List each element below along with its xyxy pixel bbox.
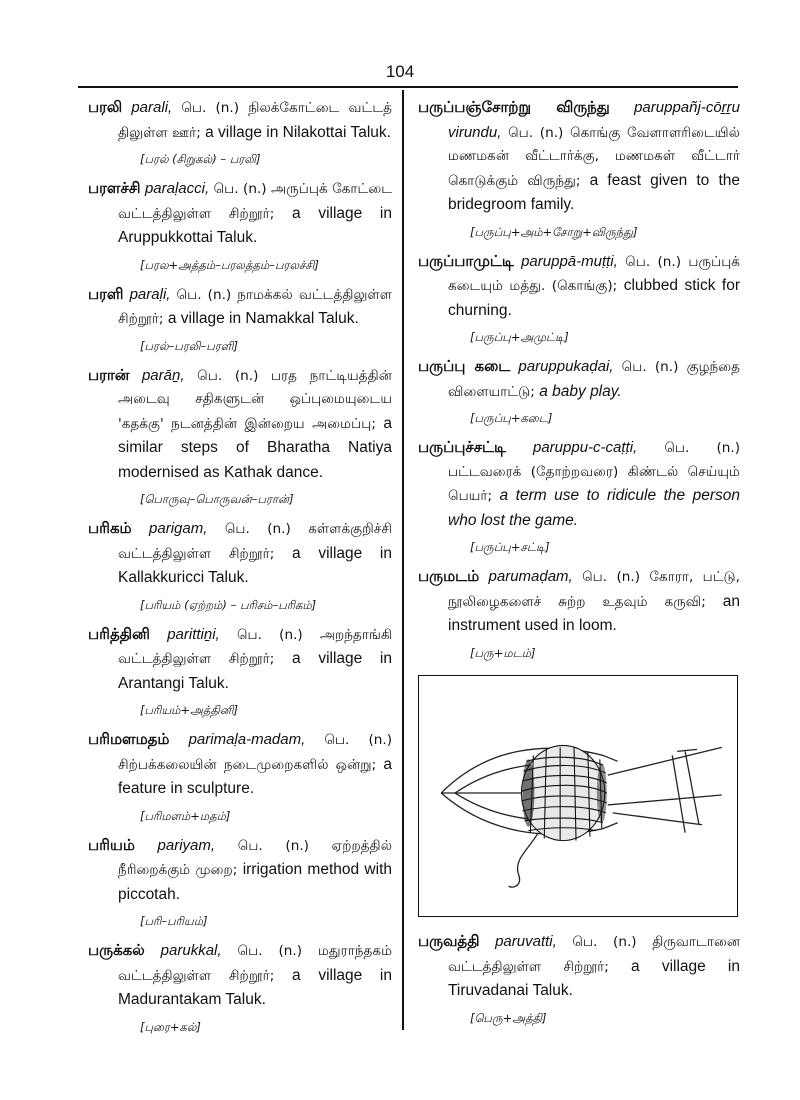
english-definition: a similar steps of Bharatha Natiya modernised as Kathak dance. bbox=[118, 414, 392, 481]
tamil-definition: மதுராந்தகம் வட்டத்திலுள்ள சிற்றூர்; bbox=[118, 943, 393, 984]
english-definition: a feature in sculpture. bbox=[118, 755, 392, 797]
transliteration: parimaḷa-madam, bbox=[188, 731, 306, 748]
part-of-speech: பெ. (n.) bbox=[621, 359, 679, 375]
english-definition: irrigation method with piccotah. bbox=[118, 861, 392, 903]
part-of-speech: பெ. (n.) bbox=[664, 440, 740, 456]
headword: பருமடம் bbox=[418, 567, 480, 585]
tamil-definition: பட்டவரைக் (தோற்றவரை) கிண்டல் செய்யும் பெயர்; bbox=[448, 463, 740, 504]
english-definition: a village in Arantangi Taluk. bbox=[118, 650, 392, 692]
dictionary-entry bbox=[88, 364, 392, 510]
loom-drawing bbox=[419, 676, 737, 916]
etymology: [புரை+கல்] bbox=[140, 1019, 201, 1034]
tamil-definition: பரத நாட்டியத்தின் அடைவு சதிகளுடன் ஒப்புமையுடைய 'கதக்கு' நடனத்தின் இன்றைய அமைப்பு; bbox=[118, 367, 392, 432]
english-definition: an instrument used in loom. bbox=[448, 592, 740, 634]
dictionary-entry bbox=[88, 939, 392, 1037]
frame-top-bar bbox=[677, 749, 697, 751]
english-definition: a baby play. bbox=[539, 382, 622, 400]
headword: பரிமளமதம் bbox=[88, 730, 170, 748]
english-definition: a village in Madurantakam Taluk. bbox=[118, 966, 392, 1008]
headword: பரிகம் bbox=[88, 519, 132, 537]
page-number: 104 bbox=[385, 62, 415, 81]
loom-instrument-illustration bbox=[418, 675, 738, 917]
frame-post-right bbox=[685, 751, 699, 824]
dictionary-entry bbox=[88, 177, 392, 275]
headword: பருப்பஞ்சோற்று விருந்து bbox=[418, 98, 610, 116]
part-of-speech: பெ. (n.) bbox=[213, 181, 267, 197]
part-of-speech: பெ. (n.) bbox=[224, 521, 291, 537]
tamil-definition: கொங்கு வேளாளரிடையில் மணமகன் வீட்டார்க்கு, மணமகள் வீட்டார் கொடுக்கும் விருந்து; bbox=[448, 124, 741, 189]
rod-upper bbox=[608, 747, 722, 775]
transliteration: paruvatti, bbox=[495, 933, 557, 950]
transliteration: parāṉ, bbox=[141, 366, 185, 384]
left-column bbox=[88, 96, 392, 1045]
loose-thread bbox=[509, 833, 539, 887]
english-definition: a village in Tiruvadanai Taluk. bbox=[448, 957, 740, 999]
part-of-speech: பெ. (n.) bbox=[572, 934, 637, 950]
headword: பரித்தினி bbox=[88, 624, 150, 643]
part-of-speech: பெ. (n.) bbox=[237, 837, 309, 854]
transliteration: parali, bbox=[131, 99, 173, 116]
etymology: [பருப்பு+அமுட்டி] bbox=[470, 330, 569, 344]
headword: பருவத்தி bbox=[418, 932, 480, 950]
rod-middle bbox=[608, 795, 722, 805]
rod-lower bbox=[613, 813, 702, 825]
etymology: [பரல் (சிறுகல்) – பரலி] bbox=[140, 152, 261, 166]
headword: பரளச்சி bbox=[88, 179, 141, 197]
headword: பரியம் bbox=[88, 835, 135, 854]
dictionary-entry bbox=[418, 436, 740, 557]
dictionary-entry bbox=[418, 565, 740, 663]
dictionary-entry bbox=[88, 96, 392, 169]
part-of-speech: பெ. (n.) bbox=[582, 569, 641, 585]
dictionary-entry bbox=[88, 517, 392, 615]
right-column bbox=[418, 96, 740, 671]
etymology: [பரியம் (ஏற்றம்) – பரிசம்–பரிகம்] bbox=[140, 597, 317, 612]
headword: பருக்கல் bbox=[88, 941, 145, 959]
dictionary-entry bbox=[418, 930, 740, 1028]
headword: பரலி bbox=[88, 98, 123, 116]
tamil-definition: அறந்தாங்கி வட்டத்திலுள்ள சிற்றூர்; bbox=[118, 626, 393, 667]
headword: பரளி bbox=[88, 284, 124, 303]
part-of-speech: பெ. (n.) bbox=[236, 626, 303, 643]
etymology: [பரல்–பரலி–பரளி] bbox=[140, 338, 238, 353]
transliteration: parukkal, bbox=[160, 942, 222, 959]
etymology: [பரி–பரியம்] bbox=[140, 914, 208, 928]
transliteration: paruppu-c-caṭṭi, bbox=[533, 439, 638, 456]
dictionary-entry bbox=[418, 96, 740, 242]
header-rule bbox=[78, 86, 738, 88]
etymology: [பரல+அத்தம்–பரலத்தம்–பரலச்சி] bbox=[140, 257, 319, 272]
etymology: [பரியம்+அத்தினி] bbox=[140, 703, 239, 717]
tamil-definition: திருவாடானை வட்டத்திலுள்ள சிற்றூர்; bbox=[448, 934, 741, 975]
etymology: [பரு+மடம்] bbox=[470, 645, 536, 660]
english-definition: a term use to ridicule the person who lost the game. bbox=[448, 487, 740, 529]
column-divider bbox=[402, 90, 404, 1030]
dictionary-entry bbox=[88, 728, 392, 826]
right-column-bottom bbox=[418, 930, 740, 1036]
tamil-definition: நிலக்கோட்டை வட்டத் திலுள்ள ஊர்; bbox=[118, 100, 393, 141]
tamil-definition: கள்ளக்குறிச்சி வட்டத்திலுள்ள சிற்றூர்; bbox=[118, 521, 393, 562]
part-of-speech: பெ. (n.) bbox=[324, 732, 392, 748]
headword: பரான் bbox=[88, 365, 130, 384]
tamil-definition: பருப்புக் கடையும் மத்து. (கொங்கு); bbox=[448, 253, 740, 294]
part-of-speech: பெ. (n.) bbox=[508, 124, 564, 141]
etymology: [பருப்பு+சட்டி] bbox=[470, 540, 550, 554]
headword: பருப்பு கடை bbox=[418, 357, 511, 375]
part-of-speech: பெ. (n.) bbox=[181, 100, 240, 116]
dictionary-entry bbox=[88, 834, 392, 932]
etymology: [பரிமளம்+மதம்] bbox=[140, 808, 231, 823]
transliteration: paruppā-muṭṭi, bbox=[521, 252, 618, 270]
part-of-speech: பெ. (n.) bbox=[237, 943, 302, 959]
dictionary-entry bbox=[418, 355, 740, 428]
part-of-speech: பெ. (n.) bbox=[625, 253, 682, 270]
dictionary-entry bbox=[418, 250, 740, 348]
english-definition: a feast given to the bridegroom family. bbox=[448, 171, 740, 213]
tamil-definition: அருப்புக் கோட்டை வட்டத்திலுள்ள சிற்றூர்; bbox=[118, 181, 393, 222]
english-definition: a village in Kallakkuricci Taluk. bbox=[118, 544, 392, 586]
dictionary-entry bbox=[88, 623, 392, 721]
transliteration: paraḷacci, bbox=[144, 180, 210, 197]
tamil-definition: நாமக்கல் வட்டத்திலுள்ள சிற்றூர்; bbox=[118, 286, 392, 327]
part-of-speech: பெ. (n.) bbox=[176, 286, 232, 303]
transliteration: parittiṉi, bbox=[167, 625, 220, 643]
etymology: [பொருவு–பொருவன்–பரான்] bbox=[140, 492, 294, 506]
etymology: [பெரு+அத்தி] bbox=[470, 1010, 547, 1025]
tamil-definition: கோரா, பட்டு, நூலிழைகளைச் சுற்ற உதவும் கருவி; bbox=[448, 569, 741, 610]
transliteration: pariyam, bbox=[157, 836, 216, 854]
transliteration: paraḷi, bbox=[129, 285, 171, 303]
transliteration: parumaḍam, bbox=[488, 568, 573, 585]
tamil-definition: சிற்பக்கலையின் நடைமுறைகளில் ஒன்று; bbox=[118, 756, 377, 773]
english-definition: clubbed stick for churning. bbox=[448, 277, 740, 319]
dictionary-entry bbox=[88, 283, 392, 356]
headword: பருப்புச்சட்டி bbox=[418, 438, 506, 456]
etymology: [பருப்பு+கடை] bbox=[470, 411, 553, 425]
tamil-definition: குழந்தை விளையாட்டு; bbox=[448, 359, 740, 400]
headword: பருப்பாமுட்டி bbox=[418, 251, 514, 270]
english-definition: a village in Nilakottai Taluk. bbox=[205, 123, 391, 141]
english-definition: a village in Namakkal Taluk. bbox=[167, 310, 359, 327]
english-definition: a village in Aruppukkottai Taluk. bbox=[118, 204, 392, 246]
transliteration: paruppukaḍai, bbox=[518, 358, 614, 375]
transliteration: paruppañj-cōṟṟu virundu, bbox=[448, 99, 740, 141]
tamil-definition: ஏற்றத்தில் நீரிறைக்கும் முறை; bbox=[118, 837, 392, 878]
transliteration: parigam, bbox=[149, 520, 208, 537]
etymology: [பருப்பு+அம்+சோறு+விருந்து] bbox=[470, 224, 638, 239]
part-of-speech: பெ. (n.) bbox=[197, 367, 259, 384]
